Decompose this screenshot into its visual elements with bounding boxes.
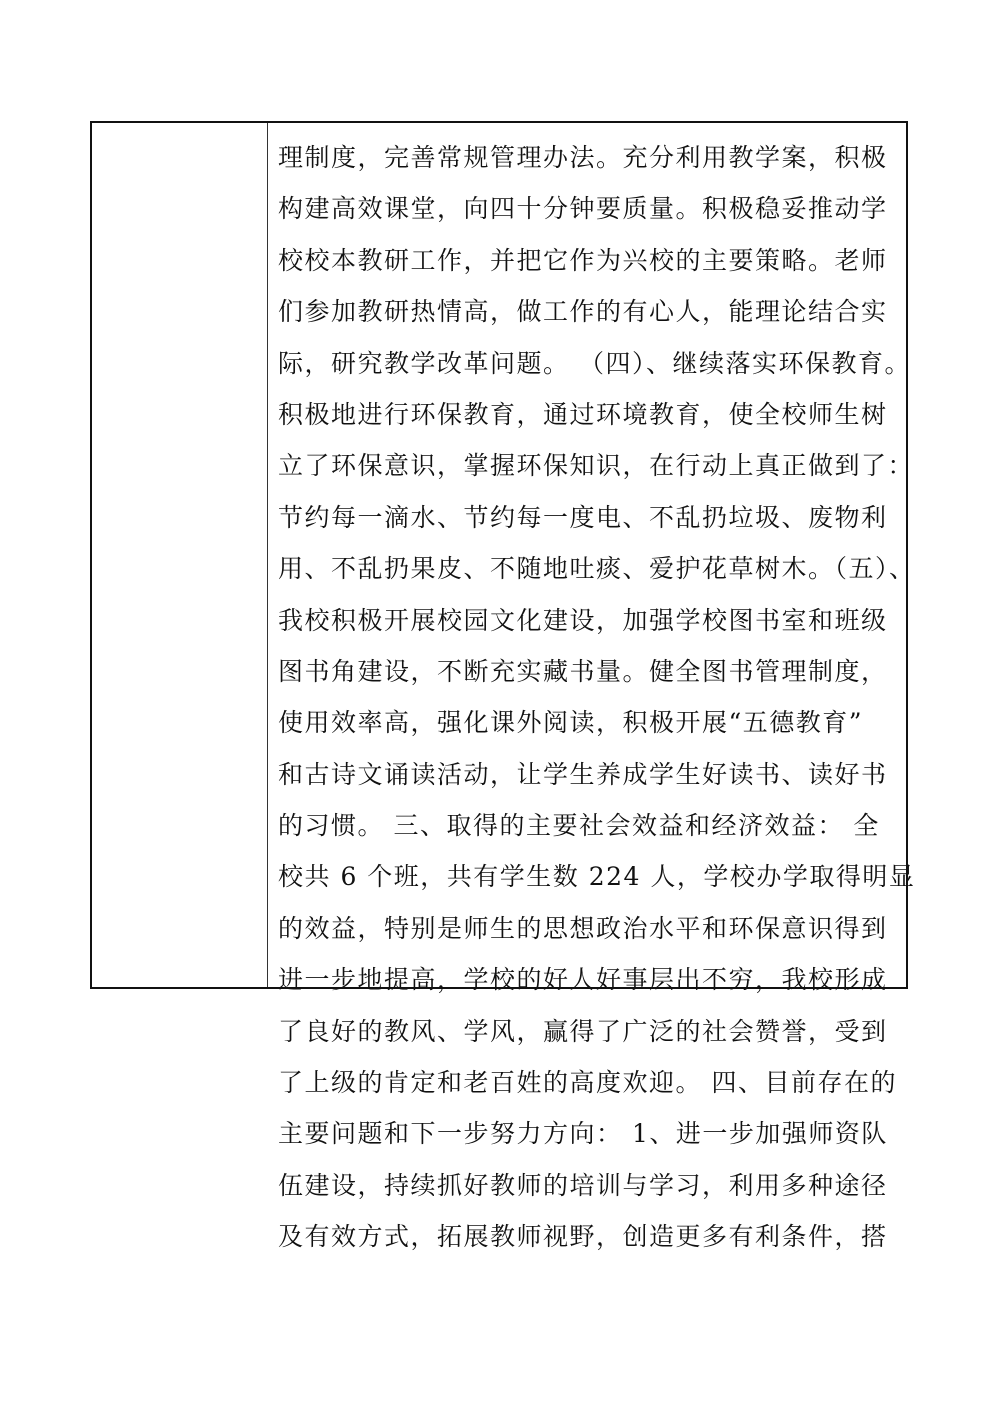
text-line: 用、不乱扔果皮、不随地吐痰、爱护花草树木。（五）、 bbox=[278, 554, 916, 584]
text-line: 构建高效课堂，向四十分钟要质量。积极稳妥推动学 bbox=[278, 194, 888, 224]
text-line: 主要问题和下一步努力方向： 1、进一步加强师资队 bbox=[278, 1119, 888, 1149]
text-line: 图书角建设，不断充实藏书量。健全图书管理制度， bbox=[278, 656, 888, 686]
text-line: 校共 6 个班，共有学生数 224 人，学校办学取得明显 bbox=[278, 862, 916, 892]
text-line: 的效益，特别是师生的思想政治水平和环保意识得到 bbox=[278, 913, 888, 943]
text-line: 积极地进行环保教育，通过环境教育，使全校师生树 bbox=[278, 399, 888, 429]
text-line: 立了环保意识，掌握环保知识，在行动上真正做到了： bbox=[278, 451, 915, 481]
text-line: 们参加教研热情高，做工作的有心人，能理论结合实 bbox=[278, 297, 888, 327]
text-line: 校校本教研工作，并把它作为兴校的主要策略。老师 bbox=[278, 245, 888, 275]
table-content-cell bbox=[268, 123, 916, 1252]
table-left-cell bbox=[92, 123, 268, 987]
text-line: 理制度，完善常规管理办法。充分利用教学案，积极 bbox=[278, 143, 888, 172]
text-line: 了上级的肯定和老百姓的高度欢迎。 四、目前存在的 bbox=[278, 1068, 897, 1098]
text-line: 际，研究教学改革问题。 （四）、继续落实环保教育。 bbox=[278, 348, 911, 378]
text-line: 我校积极开展校园文化建设，加强学校图书室和班级 bbox=[278, 605, 888, 635]
text-line: 和古诗文诵读活动，让学生养成学生好读书、读好书 bbox=[278, 759, 888, 789]
text-line: 的习惯。 三、取得的主要社会效益和经济效益： 全 bbox=[278, 811, 880, 841]
text-line: 使用效率高，强化课外阅读，积极开展“五德教育” bbox=[278, 708, 864, 738]
document-table bbox=[90, 121, 916, 1252]
text-line: 伍建设，持续抓好教师的培训与学习，利用多种途径 bbox=[278, 1170, 888, 1200]
text-line: 进一步地提高，学校的好人好事层出不穷，我校形成 bbox=[278, 965, 888, 995]
document-body-text bbox=[278, 132, 916, 1263]
text-line: 了良好的教风、学风，赢得了广泛的社会赞誉，受到 bbox=[278, 1016, 888, 1046]
text-line: 及有效方式，拓展教师视野，创造更多有利条件，搭 bbox=[278, 1222, 888, 1252]
text-line: 节约每一滴水、节约每一度电、不乱扔垃圾、废物利 bbox=[278, 502, 888, 532]
